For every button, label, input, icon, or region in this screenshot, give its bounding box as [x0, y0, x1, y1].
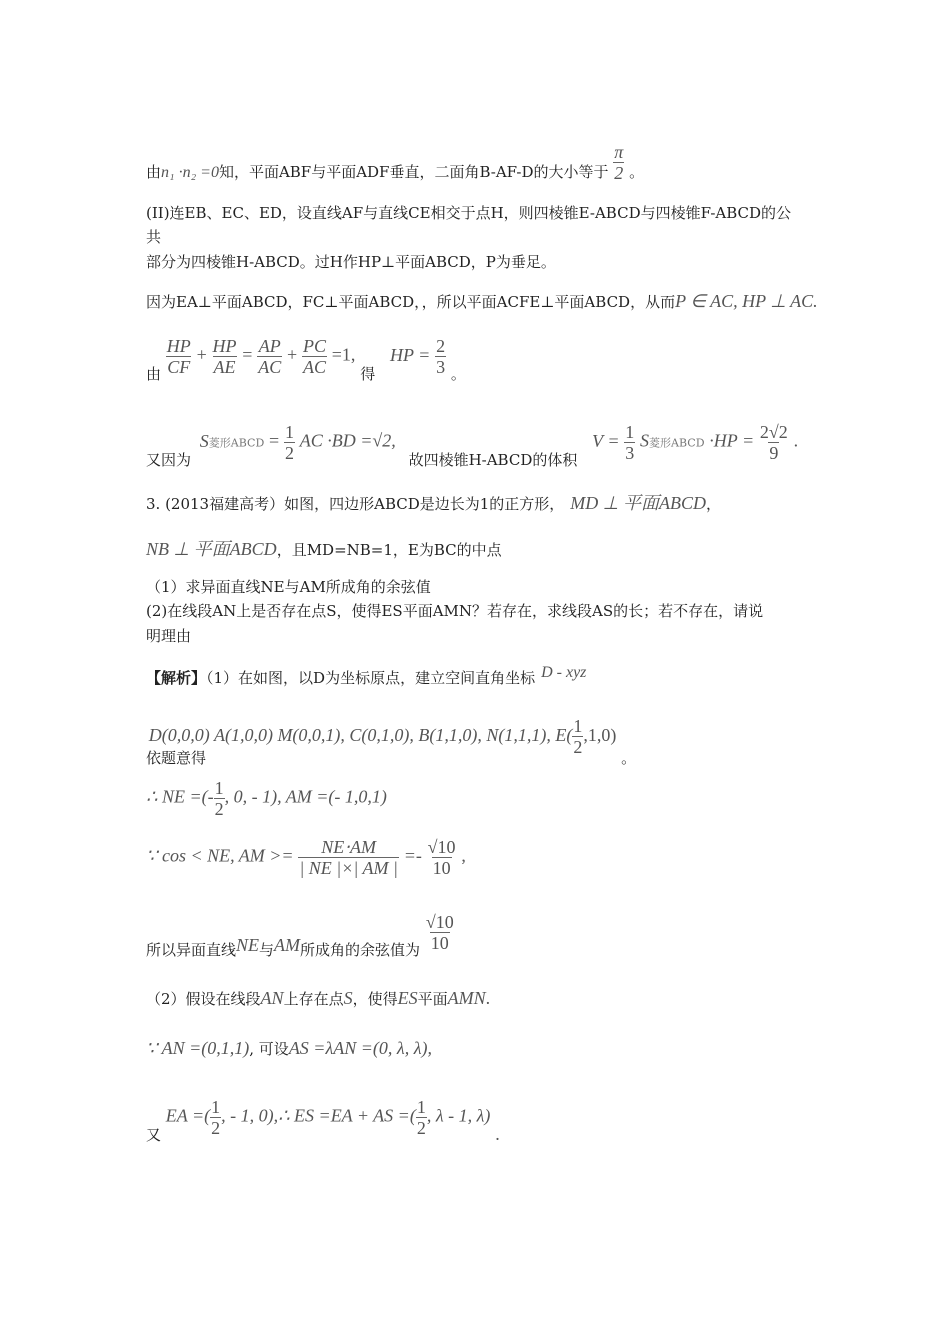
solution-intro: 【解析】（1）在如图，以D为坐标原点，建立空间直角坐标 D - xyz	[146, 664, 587, 687]
pi-over-2: $\frac{\pi}{2}$	[614, 141, 624, 183]
cosine-computation: ∵ cos < NE, AM >= $\frac{NE\cdot AM}{| NE |\times| AM |}$ =- $\frac{√10}{10}$ ,	[146, 837, 466, 878]
part2-assumption: （2）假设在线段AN上存在点S，使得ES平面AMN.	[146, 988, 491, 1008]
line-dihedral: 由n₁ ·n₂ =0知，平面ABF与平面ADF垂直，二面角B-AF-D的大小等于 $\frac{\pi}{2}$ 。	[146, 141, 645, 183]
line-part2-b: 共	[146, 228, 162, 246]
vector-ne-am: ∴ NE =(- $\frac{1}{2}$ , 0, - 1), AM =(- 1,0,1)	[146, 778, 387, 819]
question-2-b: 明理由	[146, 627, 192, 645]
line-part2-c: 部分为四棱锥H-ABCD。过H作HP⊥平面ABCD，P为垂足。	[146, 253, 556, 271]
coordinates-line: 依题意得 D(0,0,0) A(1,0,0) M(0,0,1), C(0,1,0), B(1,1,0), N(1,1,1), E( $\frac{1}{2}$ ,1,0) 。	[146, 716, 637, 767]
cosine-result: 所以异面直线NE与AM所成角的余弦值为 $\frac{√10}{10}$	[146, 912, 454, 959]
line-ratio-equation: 由 $\frac{HP}{CF}$ + $\frac{HP}{AE}$ = $\frac{AP}{AC}$ + $\frac{PC}{AC}$ =1, 得 HP = $\frac{2}{3}$ 。	[146, 336, 466, 383]
line-part2-a: (II)连EB、EC、ED，设直线AF与直线CE相交于点H，则四棱锥E-ABCD与四棱锥F-ABCD的公	[146, 204, 792, 222]
problem-3-statement: 3. (2013福建高考）如图，四边形ABCD是边长为1的正方形， MD ⊥ 平面ABCD，	[146, 493, 721, 513]
question-2-a: (2)在线段AN上是否存在点S，使得ES平面AMN？若存在，求线段AS的长；若不存在，请说	[146, 602, 764, 620]
part2-vector-as: ∵ AN =(0,1,1), 可设AS =λAN =(0, λ, λ),	[146, 1038, 432, 1058]
problem-3-condition: NB ⊥ 平面ABCD，且MD=NB=1，E为BC的中点	[146, 539, 502, 559]
question-1: （1）求异面直线NE与AM所成角的余弦值	[146, 578, 431, 596]
line-perpendicular: 因为EA⊥平面ABCD，FC⊥平面ABCD，，所以平面ACFE⊥平面ABCD，从而P ∈ AC, HP ⊥ AC.	[146, 291, 818, 311]
part2-vector-es: 又 EA =( $\frac{1}{2}$ , - 1, 0),∴ ES =EA + AS =( $\frac{1}{2}$ , λ - 1, λ) .	[146, 1097, 500, 1144]
line-volume: 又因为 S菱形ABCD = $\frac{1}{2}$ AC ·BD =√2, 故四棱锥H-ABCD的体积 V = $\frac{1}{3}$ S菱形ABCD ·HP = $\frac{2√2}{9}$ .	[146, 422, 799, 469]
